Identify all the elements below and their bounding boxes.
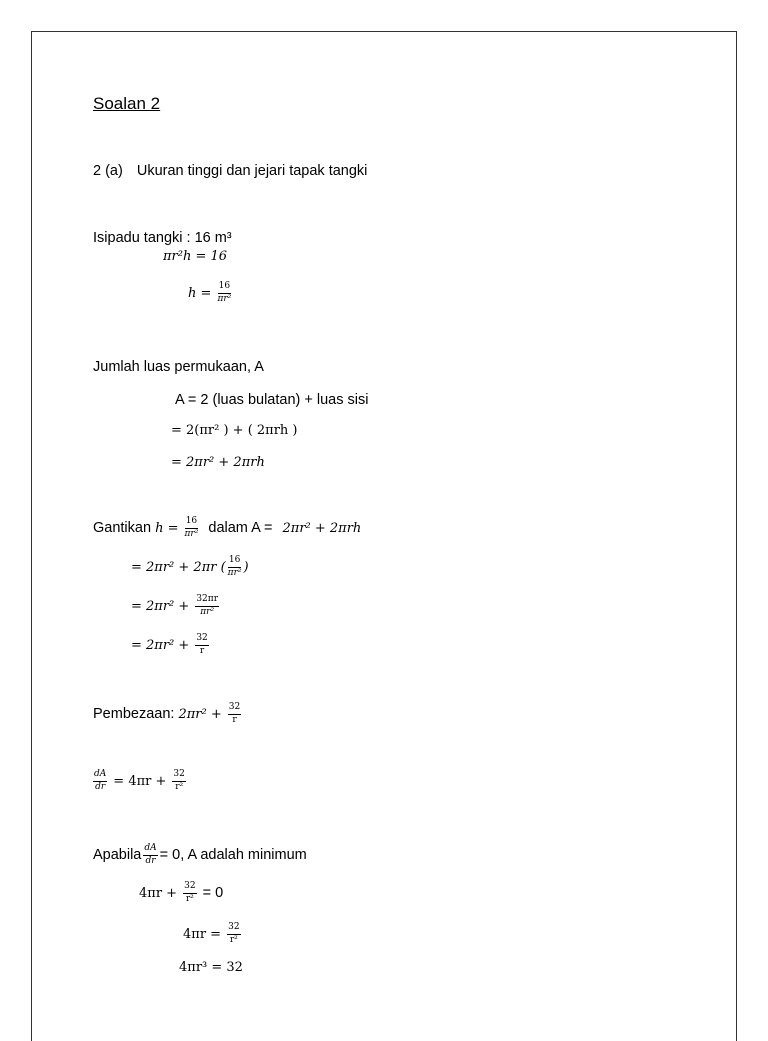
- area-line3: = 2πr² + 2πrh: [171, 455, 265, 470]
- substitute-prefix: Gantikan: [93, 520, 152, 537]
- derivative-line: [91, 770, 188, 793]
- substitute-step3: [131, 634, 211, 657]
- differentiation-line: [93, 703, 243, 726]
- derivative-rhs-fraction: [172, 770, 185, 793]
- substitute-line: [93, 517, 361, 540]
- fraction-denominator: πr²: [227, 567, 242, 578]
- fraction-denominator: dr: [95, 781, 106, 792]
- eq2-fraction: [227, 923, 240, 946]
- fraction-denominator: r: [199, 645, 205, 656]
- derivative-fraction: [93, 770, 107, 793]
- step1-fraction: [228, 556, 242, 579]
- document-page: [31, 31, 737, 1041]
- minimum-cond-text: = 0, A adalah minimum: [159, 847, 307, 864]
- step2-pre: = 2πr² +: [131, 599, 190, 615]
- part-label: 2 (a): [93, 163, 123, 179]
- eq1-pre: 4πr +: [139, 886, 178, 902]
- area-line1: A = 2 (luas bulatan) + luas sisi: [175, 392, 369, 408]
- fraction-denominator: πr²: [184, 528, 199, 539]
- fraction-numerator: 32: [227, 923, 240, 935]
- volume-label: Isipadu tangki : 16 m³: [93, 230, 232, 246]
- volume-eq1: πr²h = 16: [163, 249, 228, 264]
- minimum-prefix: Apabila: [93, 847, 142, 864]
- volume-eq2-lhs: h =: [188, 286, 212, 302]
- fraction-denominator: r²: [185, 893, 194, 904]
- fraction-numerator: 32πr: [195, 595, 219, 607]
- minimum-derivative-fraction: [143, 844, 157, 867]
- substitute-h-lhs: h =: [155, 521, 179, 537]
- step3-pre: = 2πr² +: [131, 638, 190, 654]
- fraction-numerator: 32: [195, 634, 208, 646]
- substitute-step2: [131, 595, 221, 618]
- heading: Soalan 2: [93, 94, 161, 113]
- substitute-step1: [131, 556, 249, 579]
- eq1-fraction: [183, 882, 196, 905]
- fraction-denominator: r²: [229, 934, 238, 945]
- fraction-numerator: 32: [228, 703, 241, 715]
- step1-pre: = 2πr² + 2πr (: [131, 560, 226, 576]
- fraction-denominator: r: [232, 714, 237, 725]
- substitute-h-fraction: [185, 517, 199, 540]
- substitute-middle: dalam A =: [208, 520, 273, 537]
- volume-eq2: [188, 282, 233, 305]
- minimum-eq1: [139, 882, 223, 905]
- fraction-denominator: πr²: [200, 606, 215, 617]
- differentiation-fraction: [228, 703, 241, 726]
- differentiation-expr: 2πr² +: [178, 707, 222, 723]
- minimum-condition: [93, 844, 307, 867]
- part-text: Ukuran tinggi dan jejari tapak tangki: [136, 163, 368, 179]
- differentiation-label: Pembezaan:: [93, 706, 175, 723]
- fraction-denominator: r²: [175, 781, 184, 792]
- eq1-post: = 0: [202, 885, 224, 902]
- area-line2: = 2(πr² ) + ( 2πrh ): [171, 423, 298, 438]
- fraction-numerator: 16: [185, 517, 198, 529]
- derivative-rhs: = 4πr +: [113, 774, 167, 790]
- step3-fraction: [195, 634, 208, 657]
- fraction-denominator: πr²: [217, 293, 232, 304]
- fraction-numerator: 32: [183, 882, 196, 894]
- minimum-eq3: 4πr³ = 32: [179, 960, 243, 975]
- fraction-numerator: dA: [143, 844, 157, 856]
- eq2-pre: 4πr =: [183, 927, 222, 943]
- fraction-numerator: 16: [228, 556, 241, 568]
- area-label: Jumlah luas permukaan, A: [93, 359, 264, 375]
- step1-post: ): [243, 560, 249, 576]
- fraction-numerator: dA: [93, 770, 107, 782]
- fraction-denominator: dr: [145, 855, 156, 866]
- substitute-rhs: 2πr² + 2πrh: [282, 521, 362, 537]
- volume-eq2-fraction: [217, 282, 231, 305]
- fraction-numerator: 16: [218, 282, 231, 294]
- minimum-eq2: [183, 923, 243, 946]
- fraction-numerator: 32: [172, 770, 185, 782]
- part-a-line: [93, 164, 367, 179]
- step2-fraction: [195, 595, 219, 618]
